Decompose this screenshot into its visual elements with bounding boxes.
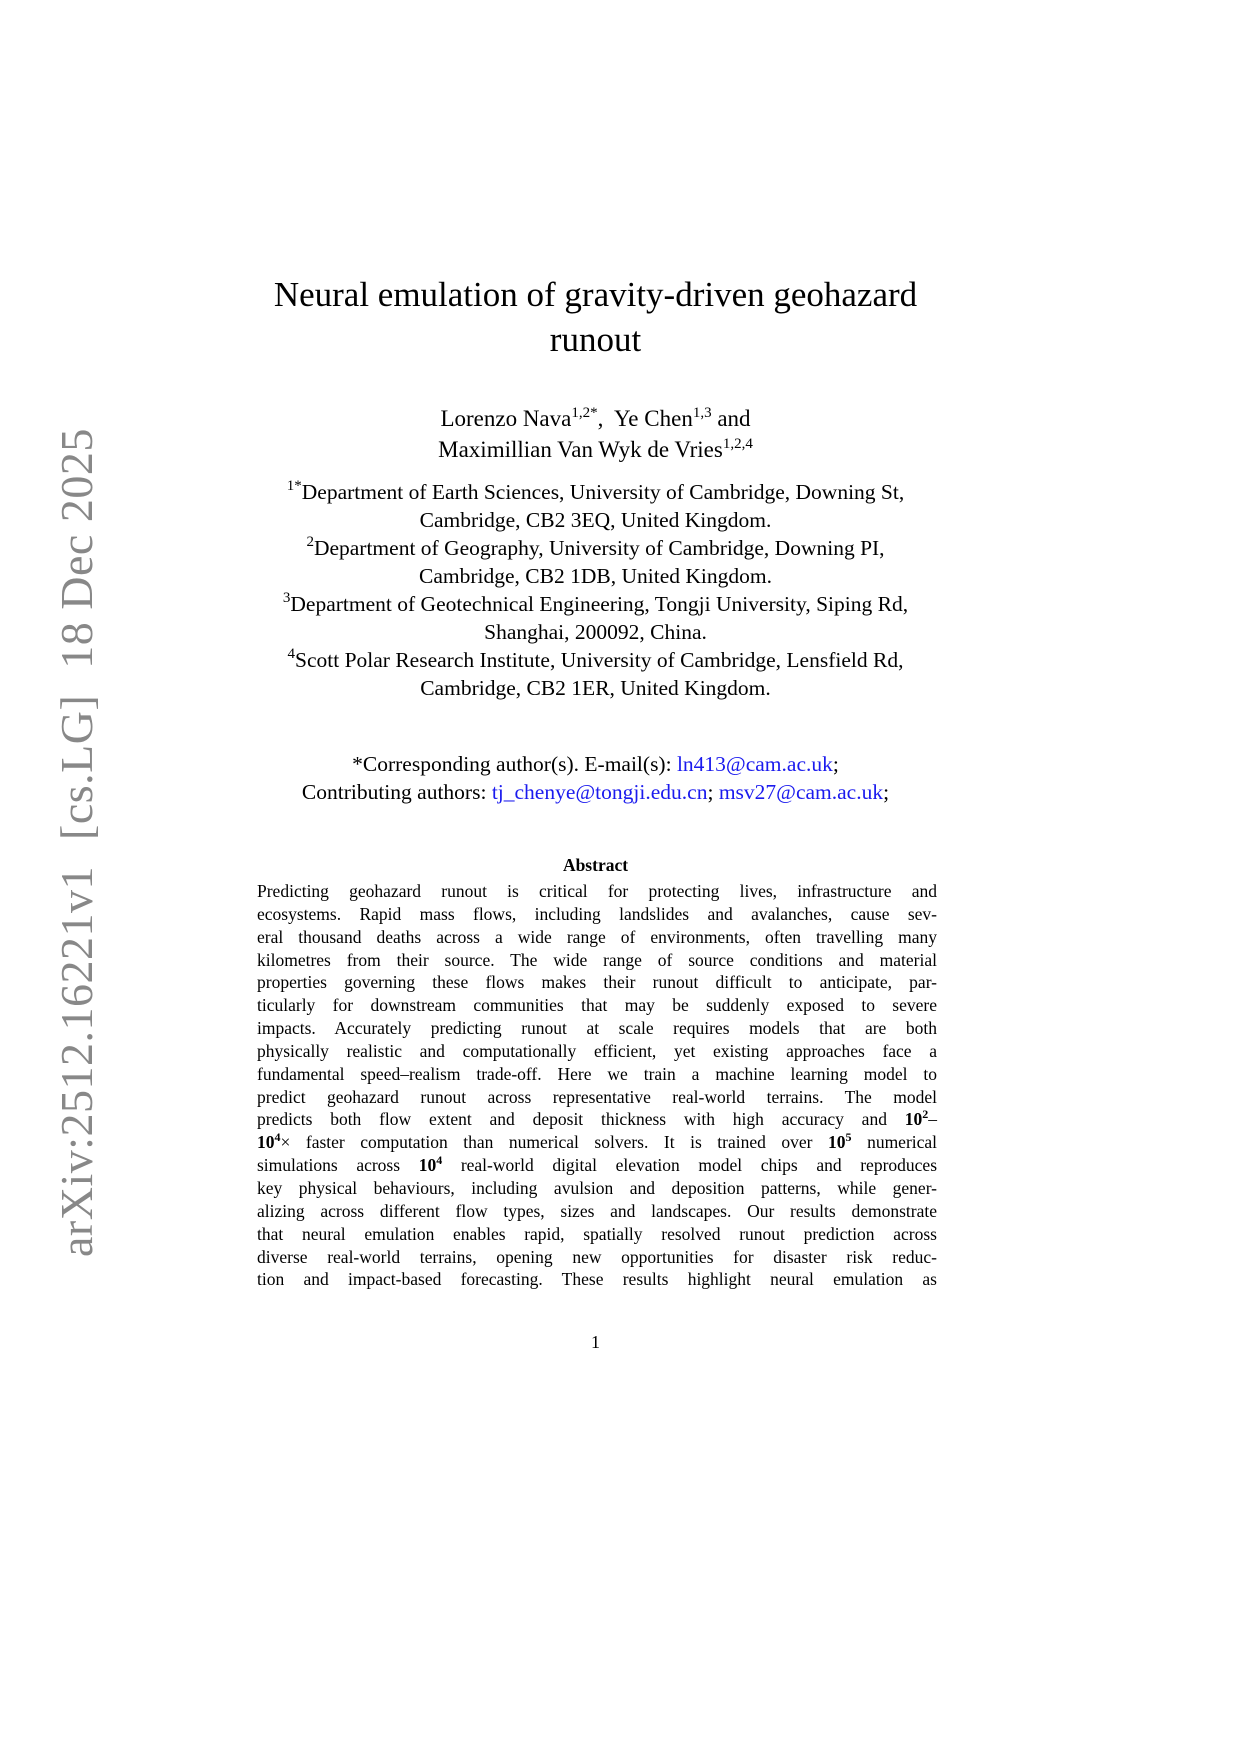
email-link-contributor-2[interactable]: msv27@cam.ac.uk [718, 780, 884, 804]
abstract-line: that neural emulation enables rapid, spatially resolved runout prediction across [257, 1223, 937, 1244]
author-name: Ye Chen [614, 406, 693, 431]
author-affil-marker: 1,2,4 [722, 436, 753, 452]
separator: ; [832, 752, 839, 776]
affil-text: Department of Earth Sciences, University of Cambridge, Downing St, [301, 480, 905, 504]
page-number: 1 [591, 1332, 600, 1352]
affil-marker: 1* [286, 478, 302, 494]
affiliation-line: Cambridge, CB2 3EQ, United Kingdom. [419, 508, 772, 532]
abstract-line: key physical behaviours, including avulsion and deposition patterns, while gener- [257, 1177, 937, 1198]
affiliation-line [200, 534, 991, 562]
abstract-body [257, 880, 937, 1291]
math-power [257, 1132, 281, 1152]
math-exponent: 5 [845, 1130, 852, 1145]
abstract-text: × faster computation than numerical solvers. It is trained over [280, 1132, 813, 1153]
abstract-line: tion and impact-based forecasting. These results highlight neural emulation as [257, 1269, 937, 1290]
contributing-line [200, 778, 991, 806]
arxiv-stamp [51, 428, 102, 1257]
author-name: Maximillian Van Wyk de Vries [438, 437, 723, 462]
affiliation-list [200, 478, 991, 702]
affiliation-line: Cambridge, CB2 1DB, United Kingdom. [419, 564, 772, 588]
title-line-2: runout [549, 320, 642, 359]
math-base: 10 [828, 1132, 846, 1153]
abstract-line: properties governing these flows makes their runout difficult to anticipate, par- [257, 972, 937, 993]
author-name: Lorenzo Nava [440, 406, 572, 431]
affiliation-line: Cambridge, CB2 1ER, United Kingdom. [420, 676, 771, 700]
math-power [905, 1109, 929, 1129]
abstract-line: alizing across different flow types, sizes and landscapes. Our results demonstrate [257, 1200, 937, 1221]
abstract-line: diverse real-world terrains, opening new opportunities for disaster risk reduc- [257, 1246, 937, 1267]
math-power [419, 1155, 443, 1175]
affil-marker: 4 [287, 646, 296, 662]
abstract-text: predicts both flow extent and deposit thickness with high accuracy and [257, 1109, 887, 1130]
author-list [200, 403, 991, 465]
email-link-contributor-1[interactable]: tj_chenye@tongji.edu.cn [491, 780, 708, 804]
abstract-text: numerical [867, 1132, 938, 1153]
abstract-line: kilometres from their source. The wide range of source conditions and material [257, 949, 937, 970]
abstract-line [257, 1154, 937, 1177]
arxiv-date: 18 Dec 2025 [51, 428, 102, 669]
abstract-line [257, 1108, 937, 1131]
author-affil-marker: 1,2* [571, 405, 598, 421]
author-line-2 [200, 434, 991, 465]
author-line-1: Lorenzo Nava$^{1,2*}$, Ye Chen$^{1,3}$ and [440, 405, 751, 431]
abstract-line: Predicting geohazard runout is critical for protecting lives, infrastructure and [257, 881, 937, 901]
math-exponent: 2 [922, 1107, 929, 1122]
email-link-corresponding[interactable]: ln413@cam.ac.uk [676, 752, 833, 776]
abstract-text: – [928, 1109, 938, 1130]
arxiv-category: [cs.LG] [51, 694, 102, 840]
arxiv-id: arXiv:2512.16221v1 [51, 865, 102, 1257]
corresponding-label: *Corresponding author(s). E-mail(s): [352, 752, 672, 776]
corresponding-line [200, 750, 991, 778]
abstract-line: fundamental speed–realism trade-off. Here we train a machine learning model to [257, 1063, 937, 1084]
abstract-text: real-world digital elevation model chips and reproduces [460, 1155, 938, 1176]
separator: ; [707, 780, 714, 804]
abstract-line: physically realistic and computationally efficient, yet existing approaches face a [257, 1040, 937, 1061]
affil-marker: 3 [282, 590, 291, 606]
affiliation-line [200, 590, 991, 618]
affil-marker: 2 [306, 534, 314, 550]
author-affil-marker: 1,3 [692, 405, 712, 421]
affiliation-line: Shanghai, 200092, China. [484, 620, 707, 644]
affil-text: Department of Geography, University of Cambridge, Downing PI, [313, 536, 885, 560]
abstract-line: impacts. Accurately predicting runout at scale requires models that are both [257, 1018, 937, 1039]
separator: ; [883, 780, 890, 804]
math-power [828, 1132, 852, 1152]
affil-text: Scott Polar Research Institute, University of Cambridge, Lensfield Rd, [295, 648, 904, 672]
affiliation-line [200, 646, 991, 674]
math-base: 10 [904, 1109, 923, 1130]
contributing-label: Contributing authors: [301, 780, 487, 804]
abstract-line: ticularly for downstream communities that may be suddenly exposed to severe [257, 995, 937, 1016]
abstract-line: eral thousand deaths across a wide range of environments, often travelling many [257, 926, 937, 947]
paper-title [200, 272, 991, 362]
math-base: 10 [257, 1132, 275, 1153]
affiliation-line [200, 478, 991, 506]
correspondence-block [200, 750, 991, 806]
affil-text: Department of Geotechnical Engineering, Tongji University, Siping Rd, [290, 592, 909, 616]
abstract-line: ecosystems. Rapid mass flows, including landslides and avalanches, cause sev- [257, 903, 937, 924]
abstract-line [257, 1131, 937, 1154]
abstract-line: predict geohazard runout across representative real-world terrains. The model [257, 1086, 937, 1107]
math-exponent: 4 [436, 1153, 443, 1168]
author-conjunction: and [717, 406, 751, 431]
math-base: 10 [418, 1155, 437, 1176]
abstract-heading: Abstract [562, 855, 629, 875]
title-line-1: Neural emulation of gravity-driven geohazard [273, 275, 918, 314]
abstract-text: simulations across [257, 1155, 401, 1176]
math-exponent: 4 [274, 1130, 281, 1145]
